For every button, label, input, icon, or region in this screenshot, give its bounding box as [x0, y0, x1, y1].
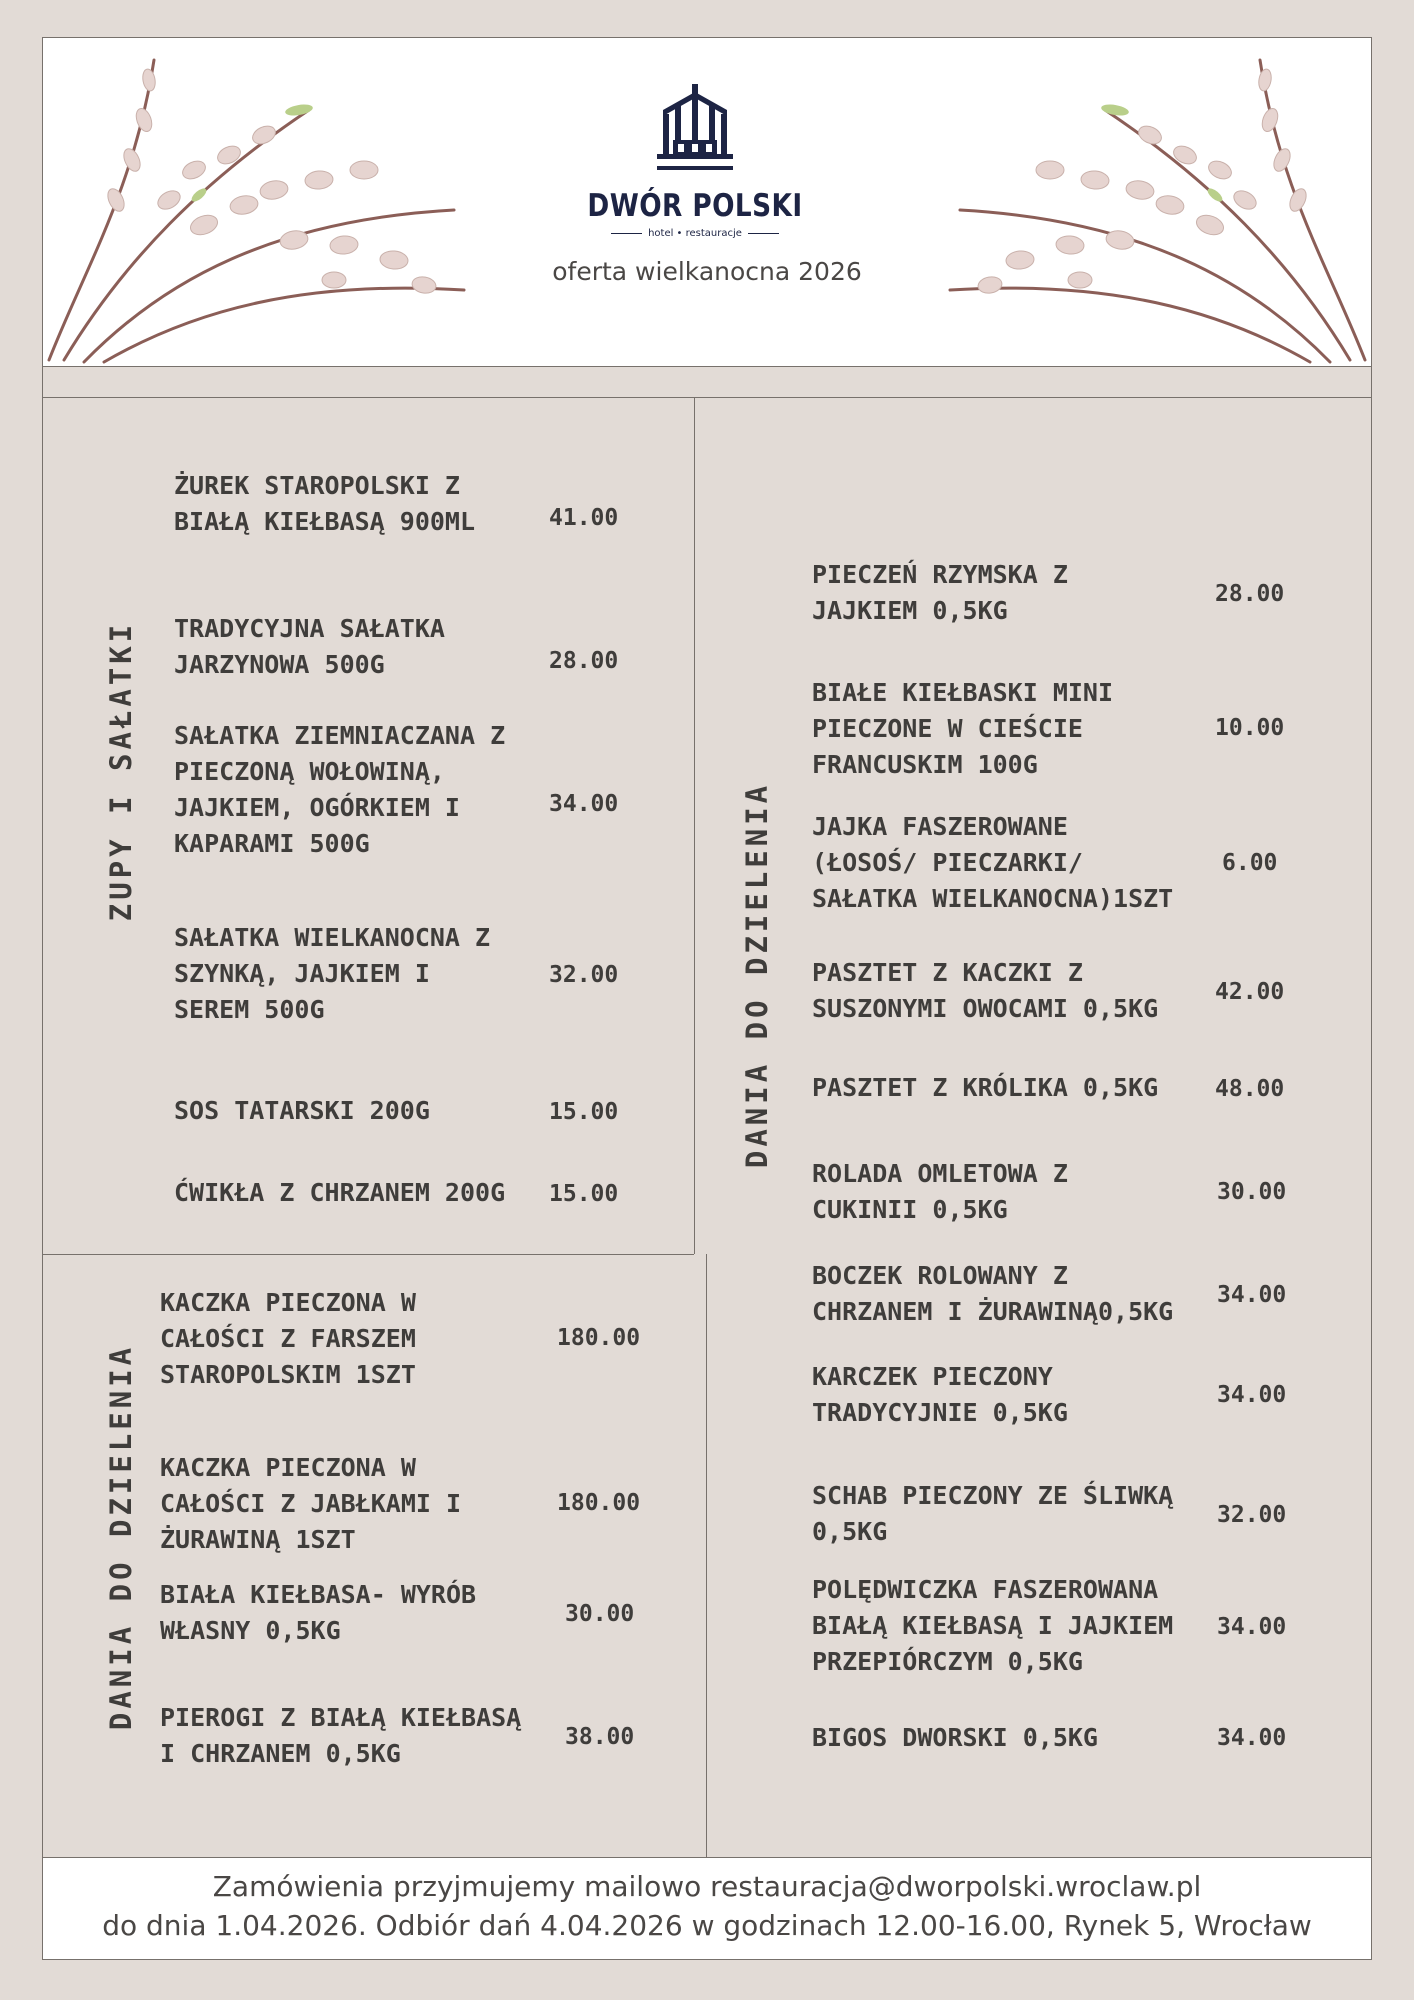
- menu-item-price: 6.00: [1222, 850, 1278, 876]
- footer-pickup-line: do dnia 1.04.2026. Odbiór dań 4.04.2026 w godzinach 12.00-16.00, Rynek 5, Wrocław: [102, 1909, 1312, 1942]
- menu-item-price: 34.00: [1217, 1282, 1287, 1308]
- menu-item-name: BIAŁE KIEŁBASKI MINI PIECZONE W CIEŚCIE FRANCUSKIM 100G: [812, 678, 1114, 779]
- brand-name: DWÓR POLSKI: [587, 188, 803, 224]
- menu-item-price: 15.00: [549, 1181, 619, 1207]
- menu-item-name: BIAŁA KIEŁBASA- WYRÓB WŁASNY 0,5KG: [160, 1580, 477, 1645]
- menu-item-price: 48.00: [1215, 1076, 1285, 1102]
- order-info-footer: [42, 1857, 1372, 1960]
- menu-item-name: ŻUREK STAROPOLSKI Z BIAŁĄ KIEŁBASĄ 900ML: [174, 471, 476, 536]
- divider-vertical-upper: [694, 397, 695, 1254]
- menu-item-price: 180.00: [557, 1325, 641, 1351]
- menu-item-name: ROLADA OMLETOWA Z CUKINII 0,5KG: [812, 1159, 1068, 1224]
- brand-subtitle: hotel • restauracje: [605, 226, 785, 240]
- menu-item-price: 28.00: [1215, 581, 1285, 607]
- willow-branch-left: [44, 40, 484, 365]
- section-label-sharing-right: DANIA DO DZIELENIA: [740, 781, 774, 1169]
- menu-item-name: PIECZEŃ RZYMSKA Z JAJKIEM 0,5KG: [812, 560, 1068, 625]
- menu-item-name: SAŁATKA ZIEMNIACZANA Z PIECZONĄ WOŁOWINĄ, JAJKIEM, OGÓRKIEM I KAPARAMI 500G: [174, 721, 506, 858]
- divider-left-section: [42, 1254, 694, 1255]
- menu-item-name: SOS TATARSKI 200G: [174, 1096, 430, 1125]
- menu-item-price: 15.00: [549, 1099, 619, 1125]
- menu-item-price: 34.00: [1217, 1382, 1287, 1408]
- menu-item-name: KACZKA PIECZONA W CAŁOŚCI Z JABŁKAMI I ŻURAWINĄ 1SZT: [160, 1453, 462, 1554]
- menu-item-name: PASZTET Z KACZKI Z SUSZONYMI OWOCAMI 0,5KG: [812, 958, 1159, 1023]
- section-label-sharing-left: DANIA DO DZIELENIA: [104, 1343, 138, 1731]
- menu-item-name: SAŁATKA WIELKANOCNA Z SZYNKĄ, JAJKIEM I SEREM 500G: [174, 923, 491, 1024]
- section-label-soups-salads: ZUPY I SAŁATKI: [104, 620, 138, 922]
- menu-item-price: 180.00: [557, 1490, 641, 1516]
- menu-item-price: 32.00: [549, 962, 619, 988]
- manor-logo-icon: [645, 80, 745, 180]
- menu-item-price: 34.00: [1217, 1725, 1287, 1751]
- menu-item-price: 41.00: [549, 505, 619, 531]
- menu-item-name: PASZTET Z KRÓLIKA 0,5KG: [812, 1073, 1159, 1102]
- menu-item-name: SCHAB PIECZONY ZE ŚLIWKĄ 0,5KG: [812, 1481, 1174, 1546]
- menu-item-name: JAJKA FASZEROWANE (ŁOSOŚ/ PIECZARKI/ SAŁATKA WIELKANOCNA)1SZT: [812, 812, 1174, 913]
- footer-order-line: Zamówienia przyjmujemy mailowo restauracja@dworpolski.wroclaw.pl: [212, 1870, 1202, 1903]
- divider-vertical-lower: [706, 1254, 707, 1857]
- menu-item-price: 28.00: [549, 648, 619, 674]
- menu-item-name: KARCZEK PIECZONY TRADYCYJNIE 0,5KG: [812, 1362, 1068, 1427]
- menu-item-price: 34.00: [1217, 1614, 1287, 1640]
- menu-item-price: 10.00: [1215, 715, 1285, 741]
- menu-item-price: 38.00: [565, 1724, 635, 1750]
- menu-item-name: BIGOS DWORSKI 0,5KG: [812, 1723, 1098, 1752]
- menu-item-name: PIEROGI Z BIAŁĄ KIEŁBASĄ I CHRZANEM 0,5KG: [160, 1703, 522, 1768]
- menu-item-name: ĆWIKŁA Z CHRZANEM 200G: [174, 1178, 506, 1207]
- menu-item-name: KACZKA PIECZONA W CAŁOŚCI Z FARSZEM STAROPOLSKIM 1SZT: [160, 1288, 416, 1389]
- willow-branch-right: [930, 40, 1370, 365]
- menu-item-name: POLĘDWICZKA FASZEROWANA BIAŁĄ KIEŁBASĄ I JAJKIEM PRZEPIÓRCZYM 0,5KG: [812, 1575, 1174, 1676]
- menu-item-price: 30.00: [565, 1601, 635, 1627]
- divider-top: [42, 397, 1372, 398]
- menu-item-name: BOCZEK ROLOWANY Z CHRZANEM I ŻURAWINĄ0,5KG: [812, 1261, 1174, 1326]
- offer-tagline: oferta wielkanocna 2026: [552, 257, 862, 286]
- menu-item-price: 42.00: [1215, 979, 1285, 1005]
- menu-item-name: TRADYCYJNA SAŁATKA JARZYNOWA 500G: [174, 614, 445, 679]
- menu-item-price: 32.00: [1217, 1502, 1287, 1528]
- menu-item-price: 34.00: [549, 791, 619, 817]
- menu-item-price: 30.00: [1217, 1179, 1287, 1205]
